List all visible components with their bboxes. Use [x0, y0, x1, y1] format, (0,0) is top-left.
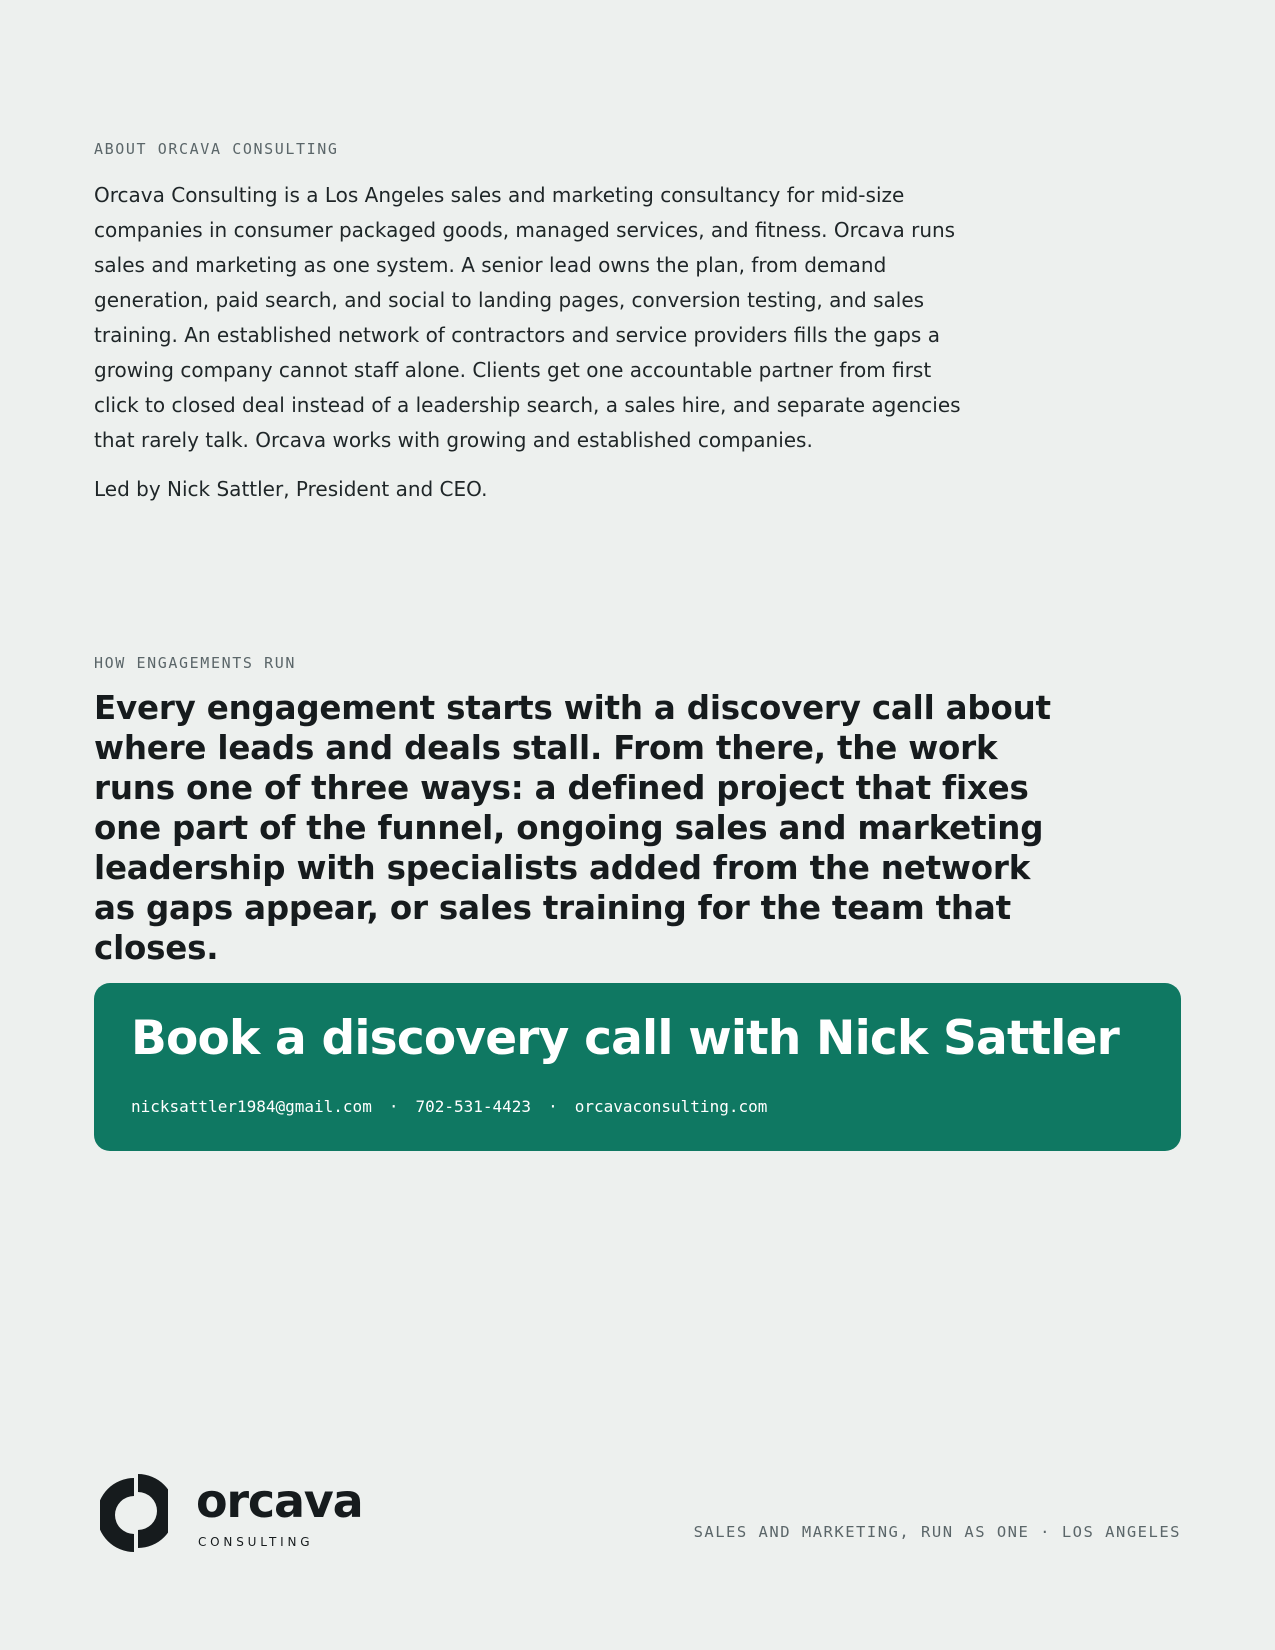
orcava-logo-icon: [100, 1474, 168, 1556]
phone-link[interactable]: 702-531-4423: [415, 1097, 532, 1116]
separator-dot: ·: [548, 1097, 558, 1116]
website-link[interactable]: orcavaconsulting.com: [574, 1097, 768, 1116]
leadership-line: Led by Nick Sattler, President and CEO.: [94, 477, 488, 501]
about-paragraph: Orcava Consulting is a Los Angeles sales and marketing consultancy for mid-size companies in consumer packaged goods, managed services, and fitness. Orcava runs sales and marketing as one system. A senior lead owns the plan, from demand generation, paid search, and social to landing pages, conversion testing, and sales training. An established network of contractors and service providers fills the gaps a growing company cannot staff alone. Clients get one accountable partner from first click to closed deal instead of a leadership search, a sales hire, and separate agencies that rarely talk. Orcava works with growing and established companies.: [94, 183, 961, 452]
about-section-eyebrow: ABOUT ORCAVA CONSULTING: [94, 140, 339, 158]
contact-line: [131, 1097, 767, 1116]
logo-wordmark: orcava: [196, 1474, 363, 1528]
orcava-logo: [100, 1474, 400, 1558]
separator-dot: ·: [388, 1097, 399, 1116]
cta-title: Book a discovery call with Nick Sattler: [131, 1011, 1120, 1066]
engagements-section-eyebrow: HOW ENGAGEMENTS RUN: [94, 654, 296, 672]
logo-subtitle: CONSULTING: [198, 1535, 314, 1549]
email-link[interactable]: nicksattler1984@gmail.com: [131, 1097, 372, 1116]
engagements-statement: Every engagement starts with a discovery call about where leads and deals stall. From there, the work runs one of three ways: a defined project that fixes one part of the funnel, ongoing sales and marketing leadership with specialists added from the network as gaps appear, or sales training for the team that closes.: [94, 689, 1051, 967]
discovery-call-card: [94, 983, 1181, 1151]
footer-tagline: SALES AND MARKETING, RUN AS ONE · LOS ANGELES: [693, 1523, 1181, 1541]
